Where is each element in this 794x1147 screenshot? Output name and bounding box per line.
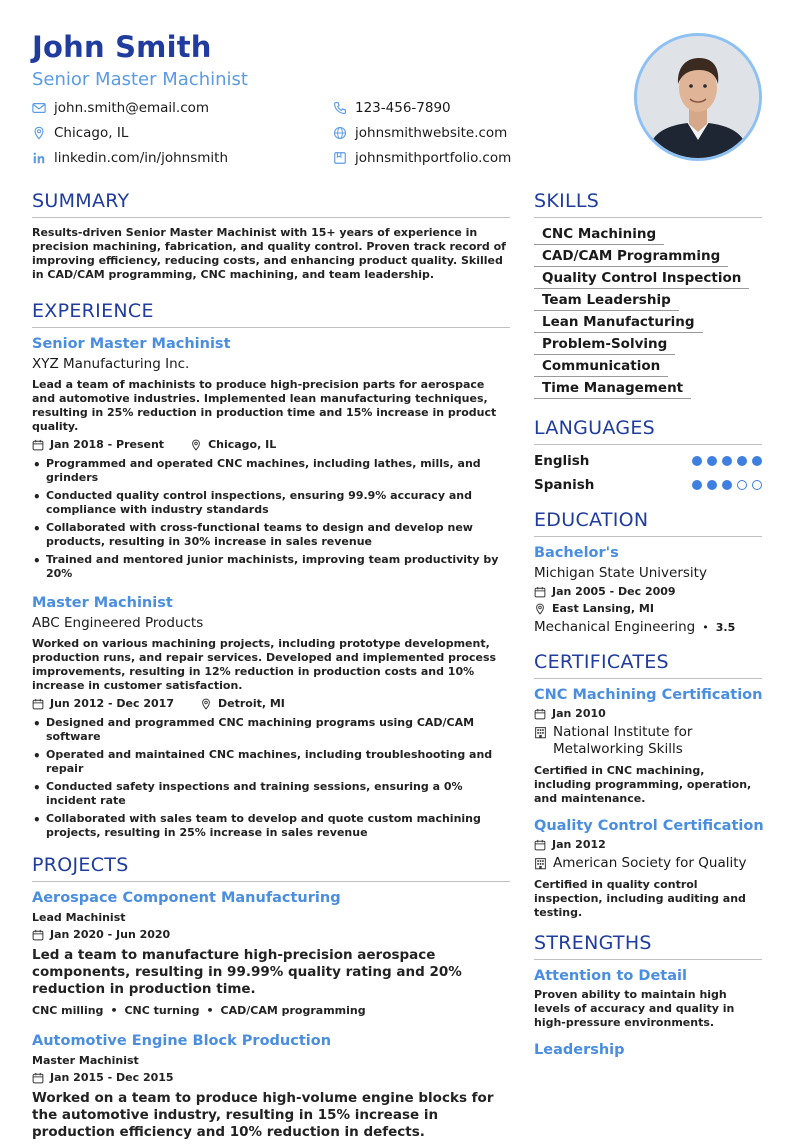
contact-portfolio[interactable] [333,150,511,166]
certificate-date-row [534,707,762,720]
job-dates: Jun 2012 - Dec 2017 [50,697,174,710]
skill-item: Problem-Solving [534,336,675,355]
contact-phone[interactable] [333,100,451,116]
level-dot-empty [752,480,762,490]
level-dot-filled [722,480,732,490]
email-text: john.smith@email.com [54,100,210,116]
project-title: Aerospace Component Manufacturing [32,890,341,906]
candidate-title: Senior Master Machinist [32,69,248,90]
project-tag: CNC milling [32,1004,104,1017]
contact-linkedin[interactable] [32,150,228,166]
calendar-icon [32,439,44,451]
language-name: English [534,453,590,469]
linkedin-icon [32,151,46,165]
institution-icon [534,726,547,739]
contact-website[interactable] [333,125,507,141]
calendar-icon [534,839,546,851]
job-meta [32,697,510,710]
job-dates: Jan 2018 - Present [50,438,165,451]
degree: Bachelor's [534,545,619,561]
experience-entry [32,336,510,581]
job-bullet: • Conducted quality control inspections, ensuring 99.9% accuracy and compliance with industry standards [32,489,510,517]
education-dates-row [534,585,762,598]
project-entry [32,890,510,1017]
job-bullet: • Conducted safety inspections and training sessions, ensuring a 0% incident rate [32,780,510,808]
certificate-org-row [534,855,762,872]
job-description: Lead a team of machinists to produce high-precision parts for aerospace and automotive industries. Implemented lean manufacturing techniques, resulting in 25% reduction in production time and 15% increase in product quality. [32,378,497,433]
calendar-icon [534,586,546,598]
skills-heading: SKILLS [534,190,762,218]
education-location-row [534,602,762,615]
linkedin-text: linkedin.com/in/johnsmith [54,150,229,166]
level-dot-filled [737,456,747,466]
strengths-heading: STRENGTHS [534,932,762,960]
education-location: East Lansing, MI [552,602,654,615]
email-icon [32,101,46,115]
location-text: Chicago, IL [54,125,129,141]
job-bullet: • Trained and mentored junior machinists, improving team productivity by 20% [32,553,510,581]
location-pin-icon [200,698,212,710]
job-bullet: • Collaborated with sales team to develop and quote custom machining projects, resulting in 25% increase in sales revenue [32,812,510,840]
certificates-heading: CERTIFICATES [534,651,762,679]
profile-photo [634,33,762,161]
skills-list [534,226,762,399]
project-title: Automotive Engine Block Production [32,1033,332,1049]
education-dates: Jan 2005 - Dec 2009 [552,585,676,598]
skill-item: Quality Control Inspection [534,270,749,289]
phone-icon [333,101,347,115]
level-dot-empty [737,480,747,490]
calendar-icon [32,1072,44,1084]
right-column [534,190,762,1062]
certificate-description: Certified in quality control inspection, including auditing and testing. [534,878,746,919]
left-column [32,190,510,1147]
project-description: Worked on a team to produce high-volume engine blocks for the automotive industry, resulting in 15% increase in production efficiency and 10% reduction in defects. [32,1090,494,1140]
skill-item: Communication [534,358,668,377]
job-bullets [32,716,510,840]
job-bullets [32,457,510,581]
phone-text: 123-456-7890 [355,100,451,116]
certificate-date-row [534,838,762,851]
language-row [534,477,762,493]
strength-entry [534,968,762,1030]
school-name: Michigan State University [534,565,707,581]
summary-heading: SUMMARY [32,190,510,218]
certificate-date: Jan 2010 [552,707,606,720]
certificate-entry [534,687,762,806]
skill-item: CAD/CAM Programming [534,248,728,267]
certificate-date: Jan 2012 [552,838,606,851]
company-name: ABC Engineered Products [32,615,204,631]
calendar-icon [534,708,546,720]
project-description: Led a team to manufacture high-precision aerospace components, resulting in 99.99% quality rating and 20% reduction in production time. [32,947,462,997]
languages-list [534,453,762,493]
level-dot-filled [752,456,762,466]
experience-entry [32,595,510,840]
language-level-dots [687,456,762,466]
website-text: johnsmithwebsite.com [355,125,508,141]
strength-title: Leadership [534,1042,625,1058]
project-role: Master Machinist [32,1054,139,1067]
skill-item: CNC Machining [534,226,664,245]
summary-text: Results-driven Senior Master Machinist with 15+ years of experience in precision machining, fabrication, and quality control. Proven track record of improving efficiency, reducing costs, and enhancing product quality. Skilled in CAD/CAM programming, CNC machining, and team leadership. [32,226,506,281]
language-row [534,453,762,469]
portfolio-icon [333,151,347,165]
portfolio-text: johnsmithportfolio.com [355,150,512,166]
certificate-title: CNC Machining Certification [534,687,763,703]
location-pin-icon [190,439,202,451]
projects-heading: PROJECTS [32,854,510,882]
job-bullet: • Designed and programmed CNC machining programs using CAD/CAM software [32,716,510,744]
contact-location [32,125,128,141]
certificate-org: American Society for Quality [553,855,747,871]
project-meta [32,1071,510,1084]
job-meta [32,438,510,451]
job-bullet: • Programmed and operated CNC machines, including lathes, mills, and grinders [32,457,510,485]
project-tags: CNC milling • CNC turning • CAD/CAM programming [32,1004,366,1017]
project-entry [32,1033,510,1141]
company-name: XYZ Manufacturing Inc. [32,356,190,372]
level-dot-filled [707,480,717,490]
project-meta [32,928,510,941]
gpa: 3.5 [715,621,736,634]
job-description: Worked on various machining projects, including prototype development, production runs, and repair services. Developed and implemented process improvements, resulting in 12% reduction in production costs and 10% increase in customer satisfaction. [32,637,497,692]
contact-email[interactable] [32,100,209,116]
level-dot-filled [707,456,717,466]
field-of-study: Mechanical Engineering [534,619,696,635]
certificate-org: National Institute for Metalworking Skills [553,724,693,757]
job-location: Chicago, IL [208,438,277,451]
project-tag: CAD/CAM programming [220,1004,366,1017]
job-bullet: • Collaborated with cross-functional teams to design and develop new products, resulting in 30% increase in sales revenue [32,521,510,549]
location-pin-icon [534,603,546,615]
languages-heading: LANGUAGES [534,417,762,445]
candidate-name: John Smith [32,30,212,64]
job-title: Master Machinist [32,595,173,611]
skill-item: Team Leadership [534,292,679,311]
calendar-icon [32,698,44,710]
level-dot-filled [722,456,732,466]
language-name: Spanish [534,477,595,493]
job-bullet: • Operated and maintained CNC machines, including troubleshooting and repair [32,748,510,776]
certificate-title: Quality Control Certification [534,818,764,834]
project-dates: Jan 2015 - Dec 2015 [50,1071,174,1084]
certificate-description: Certified in CNC machining, including programming, operation, and maintenance. [534,764,752,805]
education-entry [534,545,762,635]
job-location: Detroit, MI [217,697,285,710]
skill-item: Lean Manufacturing [534,314,703,333]
strength-description: Proven ability to maintain high levels of accuracy and quality in high-pressure environments. [534,988,735,1029]
language-level-dots [687,480,762,490]
project-tag: CNC turning [124,1004,200,1017]
project-role: Lead Machinist [32,911,126,924]
project-dates: Jan 2020 - Jun 2020 [50,928,171,941]
certificate-entry [534,818,762,920]
experience-heading: EXPERIENCE [32,300,510,328]
location-pin-icon [32,126,46,140]
globe-icon [333,126,347,140]
avatar-portrait-icon [637,36,759,158]
level-dot-filled [692,456,702,466]
calendar-icon [32,929,44,941]
certificate-org-row [534,724,762,758]
level-dot-filled [692,480,702,490]
job-title: Senior Master Machinist [32,336,231,352]
strength-entry [534,1042,762,1058]
institution-icon [534,857,547,870]
education-heading: EDUCATION [534,509,762,537]
strength-title: Attention to Detail [534,968,687,984]
education-field-row: Mechanical Engineering • 3.5 [534,619,736,635]
skill-item: Time Management [534,380,691,399]
